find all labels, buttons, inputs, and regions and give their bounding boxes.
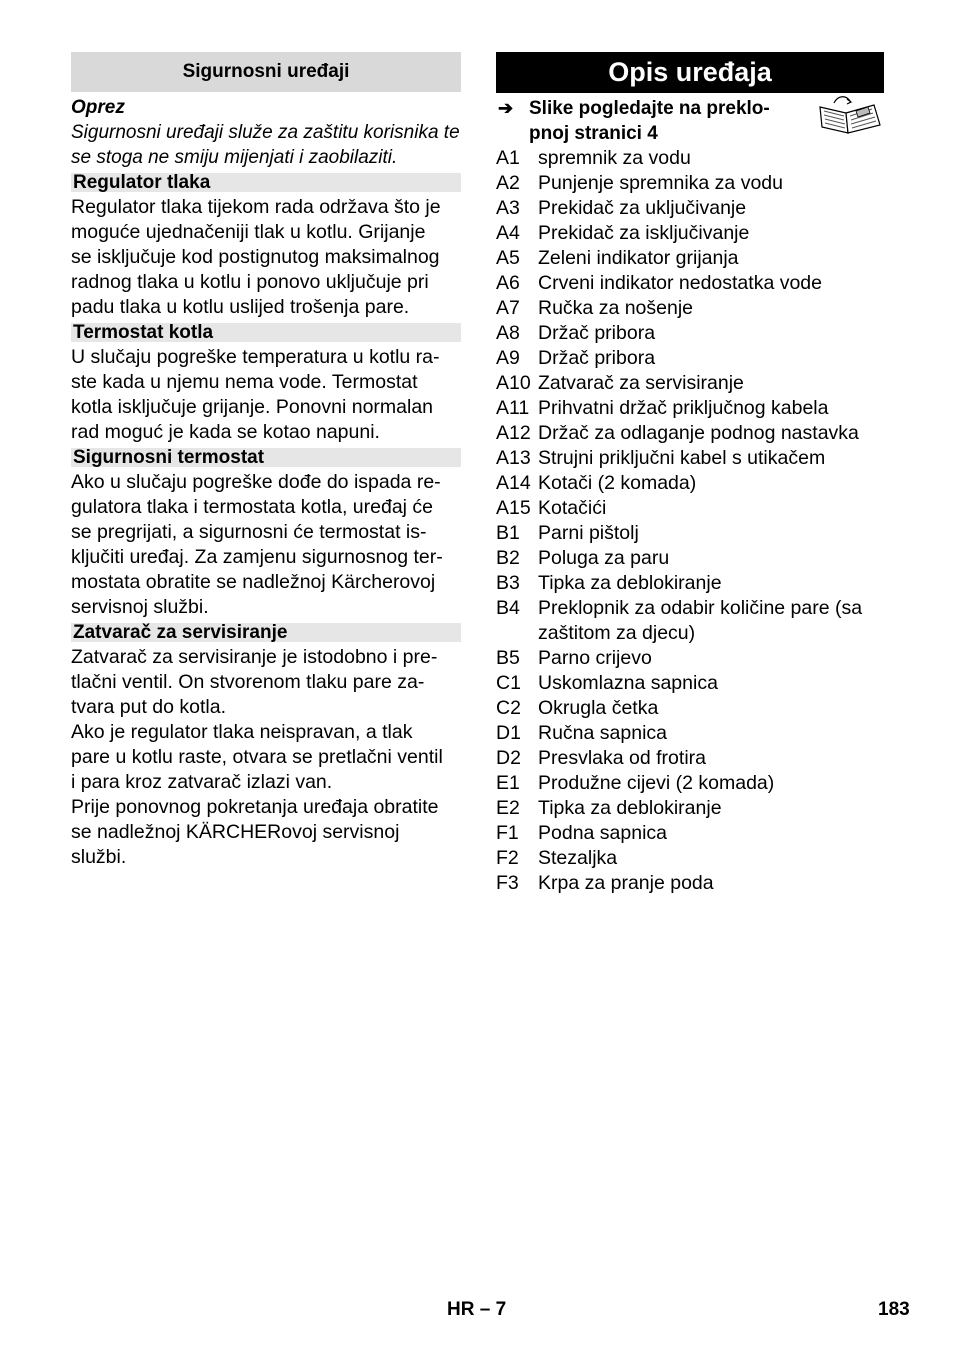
paragraph: Regulator tlaka tijekom rada održava što je moguće ujednačeniji tlak u kotlu. Grijanje se isključuje kod postignutog maksimalnog radnog tlaka u kotlu i ponovo uključuje pri padu tlaka u kotlu uslijed trošenja pare. xyxy=(71,196,441,318)
section-safety-thermostat xyxy=(71,448,461,620)
part-name: Stezaljka xyxy=(538,847,618,869)
part-item xyxy=(496,646,884,671)
part-item xyxy=(496,871,884,896)
part-name: Prekidač za uključivanje xyxy=(538,197,747,219)
part-code: D2 xyxy=(496,747,521,769)
part-code: A1 xyxy=(496,147,520,169)
part-code: A15 xyxy=(496,497,531,519)
part-code: D1 xyxy=(496,722,521,744)
section-pressure-regulator xyxy=(71,173,461,320)
part-code: A7 xyxy=(496,297,520,319)
subsection-title: Zatvarač za servisiranje xyxy=(71,623,461,642)
part-name: Okrugla četka xyxy=(538,697,659,719)
part-item xyxy=(496,446,884,471)
part-name: Tipka za deblokiranje xyxy=(538,572,722,594)
section-boiler-thermostat xyxy=(71,323,461,445)
figure-reference xyxy=(496,96,884,146)
part-item xyxy=(496,846,884,871)
section-service-lock xyxy=(71,623,461,870)
footer-section-label: HR – 7 xyxy=(447,1299,507,1320)
caution-title: Oprez xyxy=(71,97,125,118)
part-name: Držač za odlaganje podnog nastavka xyxy=(538,422,859,444)
part-item xyxy=(496,221,884,246)
part-name: Kotačići xyxy=(538,497,607,519)
part-item xyxy=(496,196,884,221)
paragraph: Prije ponovnog pokretanja uređaja obratite se nadležnoj KÄRCHERovoj servisnoj službi. xyxy=(71,796,439,868)
section-header-safety-devices: Sigurnosni uređaji xyxy=(71,52,461,92)
part-item xyxy=(496,346,884,371)
part-item xyxy=(496,321,884,346)
part-item xyxy=(496,596,884,646)
part-name: Prekidač za isključivanje xyxy=(538,222,750,244)
part-code: A2 xyxy=(496,172,520,194)
part-item xyxy=(496,696,884,721)
subsection-title: Regulator tlaka xyxy=(71,173,461,192)
caution-text: Sigurnosni uređaji služe za zaštitu korisnika te se stoga ne smiju mijenjati i zaobilaziti. xyxy=(71,122,460,168)
part-code: A9 xyxy=(496,347,520,369)
part-name: Uskomlazna sapnica xyxy=(538,672,718,694)
part-code: A3 xyxy=(496,197,520,219)
part-code: C2 xyxy=(496,697,521,719)
part-code: B2 xyxy=(496,547,520,569)
part-code: A10 xyxy=(496,372,531,394)
part-item xyxy=(496,546,884,571)
part-name: Presvlaka od frotira xyxy=(538,747,706,769)
part-item xyxy=(496,496,884,521)
part-name: spremnik za vodu xyxy=(538,147,691,169)
part-name: Punjenje spremnika za vodu xyxy=(538,172,783,194)
part-code: A5 xyxy=(496,247,520,269)
part-name: Parno crijevo xyxy=(538,647,652,669)
part-name: Krpa za pranje poda xyxy=(538,872,714,894)
part-name: Tipka za deblokiranje xyxy=(538,797,722,819)
subsection-title: Termostat kotla xyxy=(71,323,461,342)
page-title: Opis uređaja xyxy=(496,52,884,93)
part-item xyxy=(496,371,884,396)
part-name: Produžne cijevi (2 komada) xyxy=(538,772,775,794)
part-code: E2 xyxy=(496,797,520,819)
part-code: F3 xyxy=(496,872,519,894)
part-code: A14 xyxy=(496,472,531,494)
part-code: E1 xyxy=(496,772,520,794)
paragraph: Ako u slučaju pogreške dođe do ispada re- gulatora tlaka i termostata kotla, uređaj će se pregrijati, a sigurnosni će termostat is- ključiti uređaj. Za zamjenu sigurnosnog ter- mostata obratite se nadležnoj Kärcherovoj servisnoj službi. xyxy=(71,471,443,618)
part-item xyxy=(496,721,884,746)
part-item xyxy=(496,471,884,496)
part-item xyxy=(496,821,884,846)
part-name: Zatvarač za servisiranje xyxy=(538,372,744,394)
figure-reference-text: Slike pogledajte na preklo- pnoj stranici 4 xyxy=(529,98,770,144)
part-code: A4 xyxy=(496,222,520,244)
part-name: Crveni indikator nedostatka vode xyxy=(538,272,822,294)
part-item xyxy=(496,671,884,696)
part-code: B4 xyxy=(496,597,520,619)
arrow-right-icon: ➔ xyxy=(498,98,514,118)
part-item xyxy=(496,796,884,821)
part-item xyxy=(496,171,884,196)
part-code: F1 xyxy=(496,822,519,844)
part-item xyxy=(496,521,884,546)
part-item xyxy=(496,396,884,421)
part-name: Kotači (2 komada) xyxy=(538,472,697,494)
part-code: A11 xyxy=(496,397,530,419)
part-code: A12 xyxy=(496,422,531,444)
part-item xyxy=(496,746,884,771)
footer-page-number: 183 xyxy=(878,1299,910,1320)
part-code: C1 xyxy=(496,672,521,694)
part-code: B5 xyxy=(496,647,520,669)
part-name: Držač pribora xyxy=(538,322,656,344)
part-item xyxy=(496,271,884,296)
part-name: Držač pribora xyxy=(538,347,656,369)
part-name: Parni pištolj xyxy=(538,522,639,544)
part-name: Strujni priključni kabel s utikačem xyxy=(538,447,826,469)
parts-list xyxy=(496,146,884,896)
part-name: Podna sapnica xyxy=(538,822,668,844)
part-code: A8 xyxy=(496,322,520,344)
part-name: Preklopnik za odabir količine pare (sa zaštitom za djecu) xyxy=(538,597,863,644)
part-item xyxy=(496,296,884,321)
paragraph: Zatvarač za servisiranje je istodobno i pre- tlačni ventil. On stvorenom tlaku pare za- tvara put do kotla. xyxy=(71,646,438,718)
part-name: Prihvatni držač priključnog kabela xyxy=(538,397,829,419)
fold-out-page-icon xyxy=(816,93,884,137)
paragraph: Ako je regulator tlaka neispravan, a tlak pare u kotlu raste, otvara se pretlačni ventil i para kroz zatvarač izlazi van. xyxy=(71,721,443,793)
subsection-title: Sigurnosni termostat xyxy=(71,448,461,467)
right-column xyxy=(496,52,884,896)
part-item xyxy=(496,146,884,171)
part-name: Zeleni indikator grijanja xyxy=(538,247,739,269)
part-item xyxy=(496,771,884,796)
part-code: B3 xyxy=(496,572,520,594)
part-code: A13 xyxy=(496,447,531,469)
part-item xyxy=(496,246,884,271)
part-code: B1 xyxy=(496,522,520,544)
paragraph: U slučaju pogreške temperatura u kotlu ra- ste kada u njemu nema vode. Termostat kotla isključuje grijanje. Ponovni normalan rad moguć je kada se kotao napuni. xyxy=(71,346,440,443)
part-item xyxy=(496,421,884,446)
part-code: F2 xyxy=(496,847,519,869)
part-name: Poluga za paru xyxy=(538,547,670,569)
left-column xyxy=(71,52,461,870)
part-name: Ručka za nošenje xyxy=(538,297,694,319)
part-name: Ručna sapnica xyxy=(538,722,667,744)
part-item xyxy=(496,571,884,596)
part-code: A6 xyxy=(496,272,520,294)
